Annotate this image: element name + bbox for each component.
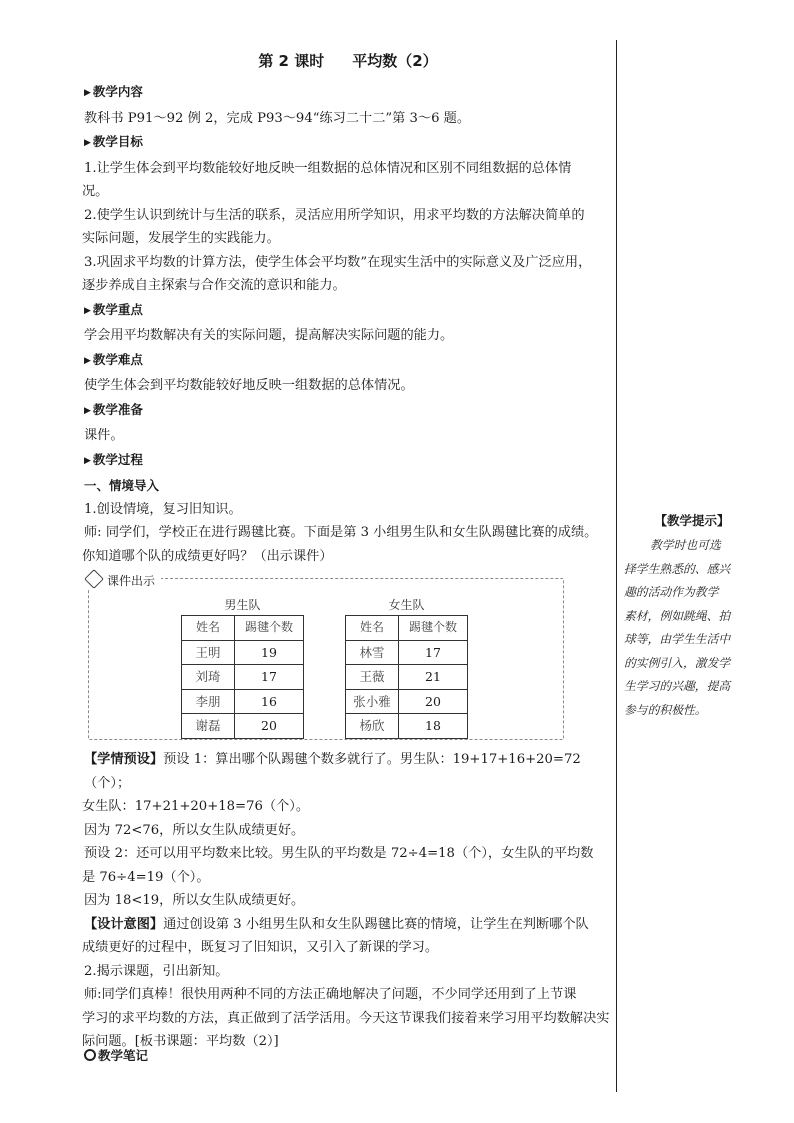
preset-2-line-2: 是 76÷4=19（个）。 [82,869,210,885]
count-cell: 20 [399,689,468,714]
name-cell: 李朋 [182,689,235,714]
step-1: 1.创设情境，复习旧知识。 [84,501,242,517]
header-cell: 姓名 [182,616,235,641]
courseware-icon [84,569,104,589]
tip-line: 趣的活动作为教学 [624,585,719,599]
table-row [182,640,304,665]
content-heading: ▶ 教学内容 [84,80,612,107]
part-1-heading: 一、情境导入 [84,478,160,493]
table-row [182,714,304,739]
name-cell: 杨欣 [346,714,399,739]
boys-table [181,615,304,739]
teacher-line-2: 你知道哪个队的成绩更好吗？（出示课件） [82,548,333,564]
key-points-text: 学会用平均数解决有关的实际问题，提高解决实际问题的能力。 [84,328,454,343]
arrow-icon: ▶ [84,405,91,416]
tip-line: 参与的积极性。 [624,702,707,717]
header-cell: 踢毽个数 [235,616,304,641]
name-cell: 王薇 [346,665,399,690]
header-cell: 姓名 [346,616,399,641]
name-cell: 林雪 [346,640,399,665]
teacher-line-1: 师: 同学们，学校正在进行踢毽比赛。下面是第 3 小组男生队和女生队踢毽比赛的成绩。 [84,525,598,540]
main-column [84,46,612,1054]
name-cell: 谢磊 [182,714,235,739]
goal-1-line-2: 况。 [82,184,109,199]
difficulty-text: 使学生体会到平均数能较好地反映一组数据的总体情况。 [84,378,414,393]
teaching-tip-body [624,534,760,722]
teaching-tip-title: 【教学提示】 [654,513,730,528]
process-heading: ▶ 教学过程 [84,448,612,475]
preset-label: 【学情预设】 [84,752,164,767]
lesson-number: 第 2 课时 [258,52,325,70]
count-cell: 18 [399,714,468,739]
tip-line: 生学习的兴趣，提高 [624,679,731,693]
page-title [84,46,612,76]
arrow-icon: ▶ [84,455,91,466]
count-cell: 21 [399,665,468,690]
name-cell: 刘琦 [182,665,235,690]
table-row [182,665,304,690]
notes-heading: 教学笔记 [84,1046,148,1064]
table-header-row [182,616,304,641]
design-line-2: 成绩更好的过程中，既复习了旧知识，又引入了新课的学习。 [82,940,439,955]
goal-3-line-2: 逐步养成自主探索与合作交流的意识和能力。 [82,278,346,293]
name-cell: 张小雅 [346,689,399,714]
goal-3-line-1: 3.巩固求平均数的计算方法，使学生体会平均数”在现实生活中的实际意义及广泛应用， [84,254,592,270]
key-points-heading: ▶ 教学重点 [84,298,612,325]
teacher-2-line-2: 学习的求平均数的方法，真正做到了活学活用。今天这节课我们接着来学习用平均数解决实 [82,1010,610,1026]
header-cell: 踢毽个数 [399,616,468,641]
girls-table-block [345,595,468,739]
table-row [346,689,468,714]
table-row [346,640,468,665]
teacher-2-line-1: 师:同学们真棒！很快用两种不同的方法正确地解决了问题，不少同学还用到了上节课 [84,987,577,1002]
girls-table-caption: 女生队 [388,598,425,612]
count-cell: 16 [235,689,304,714]
courseware-box [88,574,564,740]
table-row [182,689,304,714]
tip-line: 素材，例如跳绳、拍 [624,608,731,623]
teacher-2-line-3: 际问题。[板书课题：平均数（2）] [82,1034,279,1049]
arrow-icon: ▶ [84,138,91,148]
count-cell: 17 [235,665,304,690]
name-cell: 王明 [182,640,235,665]
preset-1-line-2: 女生队：17+21+20+18=76（个）。 [82,799,310,814]
tip-line: 球等，由学生生活中 [624,632,731,646]
goal-2-line-1: 2.使学生认识到统计与生活的联系，灵活应用所学知识，用求平均数的方法解决简单的 [84,207,585,223]
arrow-icon: ▶ [84,305,91,316]
conclusion-2: 因为 18<19，所以女生队成绩更好。 [84,893,305,908]
goal-1-line-1: 1.让学生体会到平均数能较好地反映一组数据的总体情况和区别不同组数据的总体情 [84,160,572,176]
table-row [346,714,468,739]
teaching-tip [624,512,760,722]
arrow-icon: ▶ [84,355,91,366]
design-label: 【设计意图】 [84,916,164,932]
tip-line: 教学时也可选 [650,538,721,552]
conclusion-1: 因为 72<76，所以女生队成绩更好。 [84,822,305,838]
preset-1-line-1: 【学情预设】预设 1：算出哪个队踢毽个数多就行了。男生队：19+17+16+20=72（个）； [84,752,581,791]
difficulty-heading: ▶ 教学难点 [84,348,612,375]
count-cell: 19 [235,640,304,665]
goal-2-line-2: 实际问题，发展学生的实践能力。 [82,231,280,246]
preparation-heading: ▶ 教学准备 [84,398,612,425]
count-cell: 17 [399,640,468,665]
column-divider [616,40,617,1092]
girls-table [345,615,468,739]
preset-2-line-1: 预设 2：还可以用平均数来比较。男生队的平均数是 72÷4=18（个），女生队的平均数 [84,846,594,861]
tip-line: 的实例引入，激发学 [624,655,731,670]
arrow-icon: ▶ [84,88,91,98]
table-header-row [346,616,468,641]
tip-line: 择学生熟悉的、感兴 [624,561,731,576]
preparation-text: 课件。 [84,428,124,443]
circle-icon [84,1049,96,1061]
boys-table-block [181,595,304,739]
content-text: 教科书 P91～92 例 2，完成 P93～94“练习二十二”第 3～6 题。 [84,110,471,126]
courseware-tag: 课件出示 [83,571,161,589]
table-row [346,665,468,690]
goals-heading: ▶ 教学目标 [84,130,612,157]
boys-table-caption: 男生队 [224,598,261,612]
count-cell: 20 [235,714,304,739]
design-line-1: 【设计意图】通过创设第 3 小组男生队和女生队踢毽比赛的情境，让学生在判断哪个队 [84,916,589,932]
step-2: 2.揭示课题，引出新知。 [84,963,229,979]
lesson-topic: 平均数（2） [352,52,438,70]
